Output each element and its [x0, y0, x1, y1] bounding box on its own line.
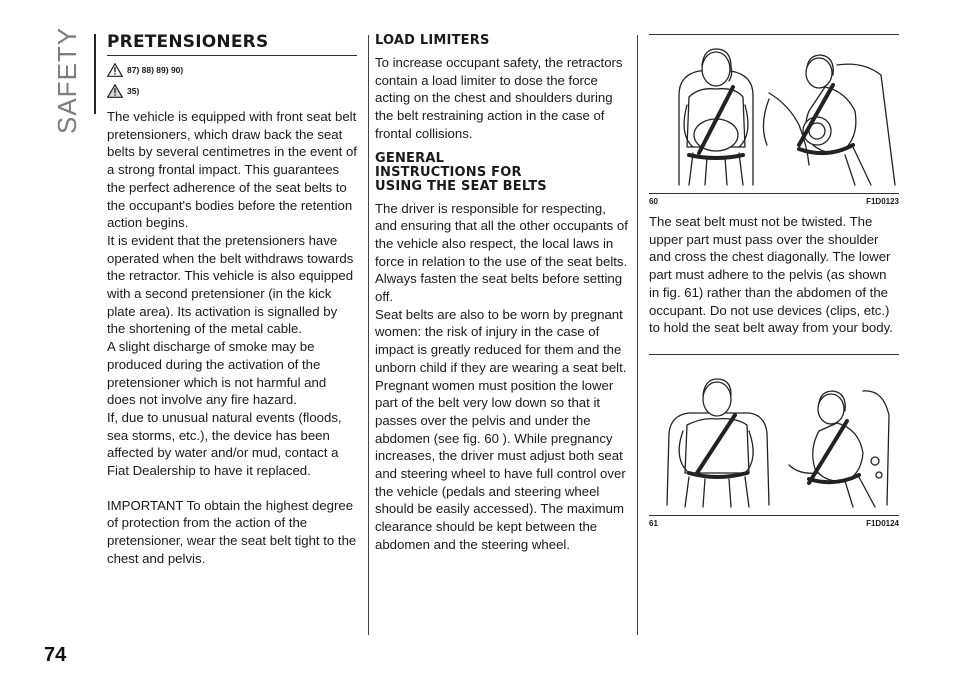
correct-seatbelt-wearing-illustration	[649, 355, 899, 515]
section-tab-label: SAFETY	[52, 26, 82, 134]
general-instructions-heading	[375, 152, 630, 194]
figure-caption	[649, 515, 899, 528]
pregnant-woman-seatbelt-illustration	[649, 35, 899, 193]
figure-code: F1D0124	[866, 518, 899, 528]
figure-number: 61	[649, 518, 658, 528]
pretensioners-paragraph: It is evident that the pretensioners have operated when the belt withdraws towards the retractor. This vehicle is also equipped with a second pretensioner (in the kick plate area). Its activation is signalled by the shortening of the metal cable.	[107, 232, 354, 337]
page-number: 74	[44, 644, 67, 666]
caution-reference: 35)	[127, 86, 140, 96]
warning-triangle-icon	[107, 63, 123, 77]
important-note: IMPORTANT To obtain the highest degree of protection from the action of the pretensioner, wear the seat belt tight to the chest and pelvis.	[107, 497, 357, 566]
column-divider	[637, 35, 638, 635]
figure-caption	[649, 193, 899, 206]
figure-60	[649, 35, 899, 193]
caution-triangle-icon	[107, 84, 123, 98]
pretensioners-paragraph: A slight discharge of smoke may be produced during the activation of the pretensioner which is not harmful and does not involve any fire hazard.	[107, 339, 327, 408]
figure-61-wrapper	[649, 354, 901, 528]
heading-line: GENERAL	[375, 150, 445, 166]
section-tab-rule	[94, 34, 96, 114]
warning-reference: 87) 88) 89) 90)	[127, 65, 184, 75]
heading-line: INSTRUCTIONS FOR	[375, 164, 522, 180]
general-instructions-paragraph: Seat belts are also to be worn by pregnant women: the risk of injury in the case of impact is greatly reduced for them and the unborn child if they are wearing a seat belt. Pregnant women must position the lower part of the belt very low down so that it passes over the pelvis and under the abdomen (see fig. 60 ). While pregnancy increases, the driver must adjust both seat and steering wheel to have full control over the vehicle (pedals and steering wheel should be easily accessed). The maximum clearance should be kept between the abdomen and the steering wheel.	[375, 306, 627, 552]
pretensioners-paragraph: The vehicle is equipped with front seat belt pretensioners, which draw back the seat belts by several centimetres in the event of a strong frontal impact. This guarantees the perfect adherence of the seat belts to the occupant's bodies before the retention action begins.	[107, 109, 357, 231]
figure-61	[649, 355, 899, 515]
column-divider	[368, 35, 369, 635]
caution-reference-row	[107, 83, 357, 99]
figure-code: F1D0123	[866, 197, 899, 206]
pretensioners-heading: PRETENSIONERS	[107, 32, 357, 56]
middle-column	[375, 34, 630, 554]
warning-reference-row	[107, 62, 357, 78]
load-limiters-heading: LOAD LIMITERS	[375, 33, 490, 48]
figure-number: 60	[649, 197, 658, 206]
heading-line: USING THE SEAT BELTS	[375, 178, 547, 194]
figures-column	[649, 34, 901, 528]
seat-belt-positioning-text: The seat belt must not be twisted. The upper part must pass over the shoulder and cross the chest diagonally. The lower part must adhere to the pelvis (as shown in fig. 61) rather than the abdomen of the occupant. Do not use devices (clips, etc.) to hold the seat belt away from your body.	[649, 214, 893, 336]
load-limiters-text: To increase occupant safety, the retractors contain a load limiter to dose the force acting on the chest and shoulders during the belt restraining action in the case of frontal collisions.	[375, 55, 623, 141]
general-instructions-paragraph: The driver is responsible for respecting, and ensuring that all the other occupants of the vehicle also respect, the local laws in force in relation to the use of the seat belts. Always fasten the seat belts before setting off.	[375, 200, 628, 305]
pretensioners-column	[107, 32, 357, 568]
pretensioners-paragraph: If, due to unusual natural events (floods, sea storms, etc.), the device has been affected by water and/or mud, contact a Fiat Dealership to have it replaced.	[107, 409, 342, 479]
